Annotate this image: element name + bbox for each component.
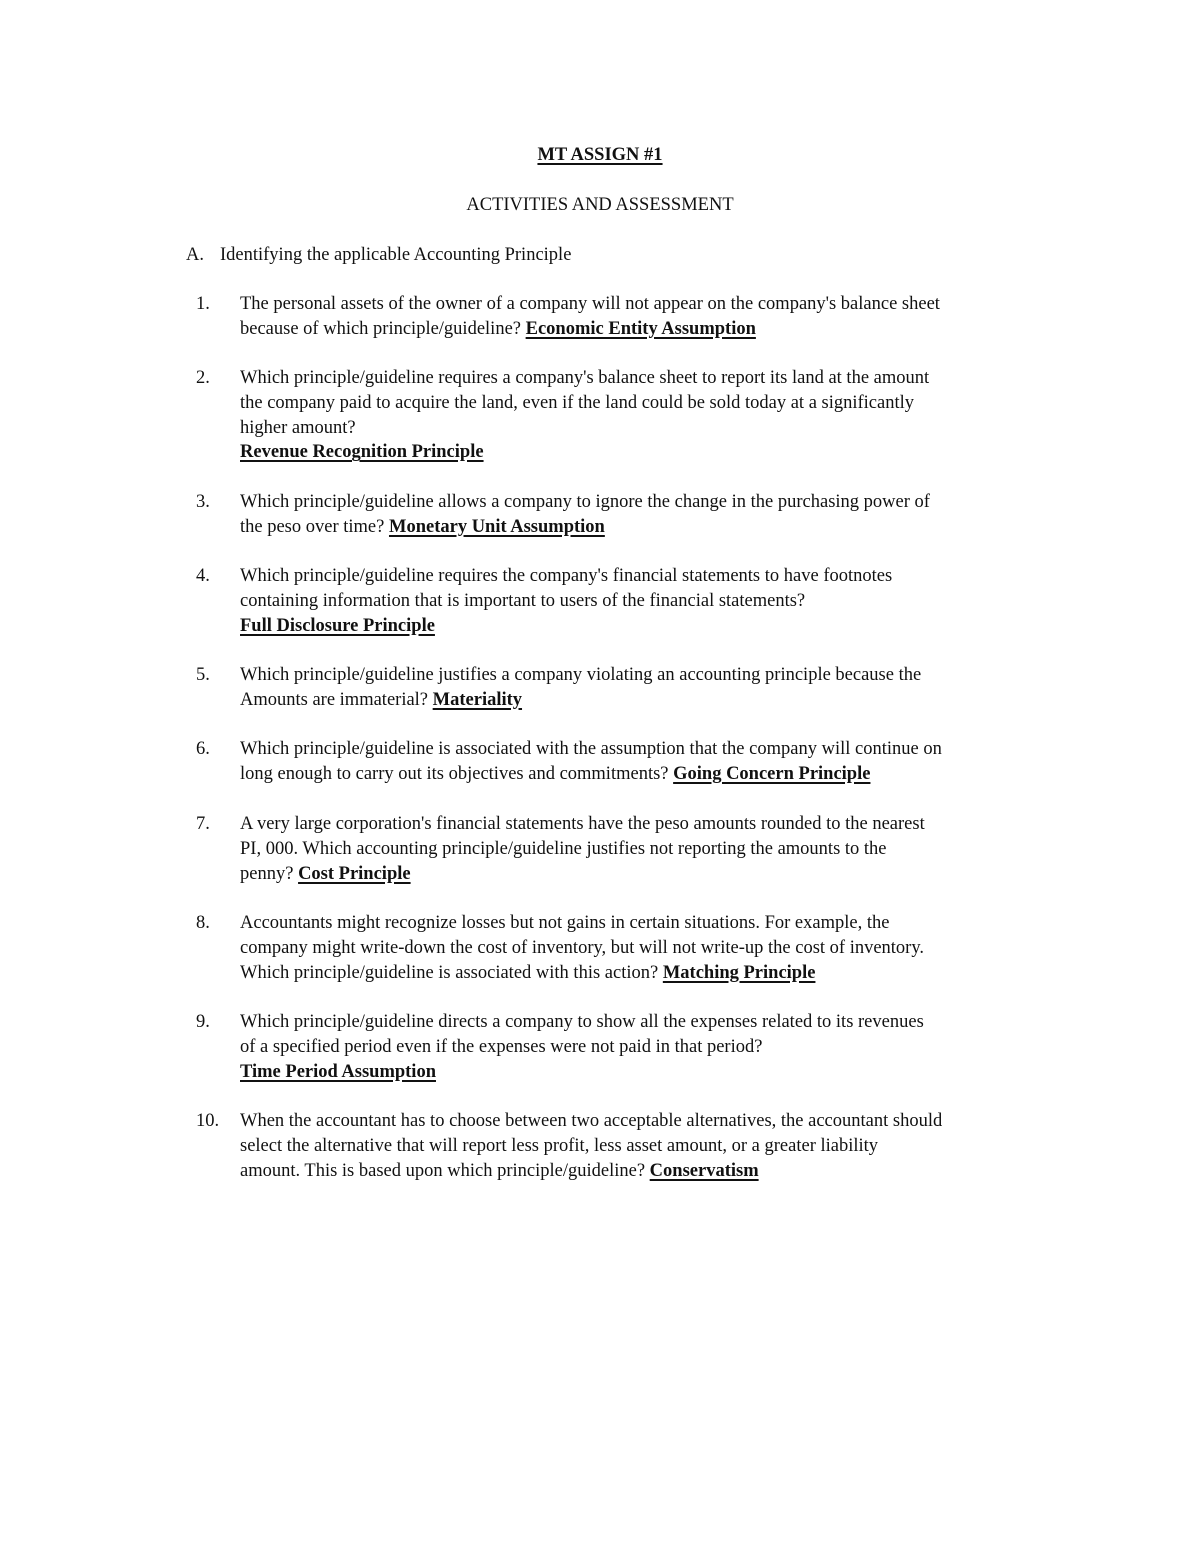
section-heading-text: Identifying the applicable Accounting Principle xyxy=(220,245,572,265)
question-text xyxy=(240,490,1075,540)
question-line: select the alternative that will report less profit, less asset amount, or a greater liability xyxy=(240,1135,879,1156)
answer-text: Full Disclosure Principle xyxy=(240,615,435,636)
question-number: 7. xyxy=(196,814,210,834)
section-heading xyxy=(186,243,1086,268)
question-text xyxy=(240,812,1075,886)
question-number: 10. xyxy=(196,1111,220,1131)
answer-text: Materiality xyxy=(432,689,523,710)
question-line: Which principle/guideline is associated with this action? xyxy=(240,962,663,983)
answer-text: Matching Principle xyxy=(662,962,816,983)
question-line: company might write-down the cost of inventory, but will not write-up the cost of inventory. xyxy=(240,937,925,958)
question-text xyxy=(240,366,1075,465)
question-line: Amounts are immaterial? xyxy=(240,689,433,710)
question-text xyxy=(240,663,1075,713)
question-number: 1. xyxy=(196,294,210,314)
question-line: penny? xyxy=(240,863,299,884)
question-line: Which principle/guideline requires a company's balance sheet to report its land at the amount xyxy=(240,368,930,388)
question-line: amount. This is based upon which principle/guideline? xyxy=(240,1160,650,1181)
answer-text: Revenue Recognition Principle xyxy=(240,442,484,463)
question-line: the peso over time? xyxy=(240,516,389,537)
question-line: long enough to carry out its objectives and commitments? xyxy=(240,763,674,784)
question-number: 8. xyxy=(196,913,210,933)
question-line: When the accountant has to choose between two acceptable alternatives, the accountant should xyxy=(240,1111,943,1131)
question-number: 4. xyxy=(196,566,210,586)
answer-text: Conservatism xyxy=(649,1160,759,1181)
question-line: A very large corporation's financial statements have the peso amounts rounded to the nearest xyxy=(240,814,925,834)
question-text xyxy=(240,292,1075,342)
question-text xyxy=(240,911,1075,985)
question-line: Which principle/guideline is associated with the assumption that the company will continue on xyxy=(240,739,942,759)
question-line: of a specified period even if the expenses were not paid in that period? xyxy=(240,1036,763,1057)
question-line: Which principle/guideline requires the company's financial statements to have footnotes xyxy=(240,566,893,586)
answer-text: Time Period Assumption xyxy=(240,1061,436,1082)
question-number: 2. xyxy=(196,368,210,388)
section-letter: A. xyxy=(186,245,204,265)
question-text xyxy=(240,564,1075,638)
question-line: because of which principle/guideline? xyxy=(240,318,526,339)
question-line: The personal assets of the owner of a company will not appear on the company's balance sheet xyxy=(240,294,940,314)
document-title: MT ASSIGN #1 xyxy=(537,145,663,165)
question-number: 6. xyxy=(196,739,210,759)
answer-text: Economic Entity Assumption xyxy=(525,318,756,339)
question-line: Which principle/guideline allows a company to ignore the change in the purchasing power of xyxy=(240,492,930,512)
question-line: Which principle/guideline justifies a company violating an accounting principle because the xyxy=(240,665,922,685)
question-line: the company paid to acquire the land, even if the land could be sold today at a significantly xyxy=(240,392,915,413)
document-subtitle: ACTIVITIES AND ASSESSMENT xyxy=(466,195,734,215)
answer-text: Going Concern Principle xyxy=(673,763,871,784)
question-text xyxy=(240,1109,1075,1183)
question-line: Which principle/guideline directs a company to show all the expenses related to its revenues xyxy=(240,1012,924,1032)
question-line: Accountants might recognize losses but not gains in certain situations. For example, the xyxy=(240,913,890,933)
question-line: higher amount? xyxy=(240,417,356,438)
answer-text: Monetary Unit Assumption xyxy=(388,516,605,537)
answer-text: Cost Principle xyxy=(298,863,411,884)
question-text xyxy=(240,737,1075,787)
question-line: PI, 000. Which accounting principle/guideline justifies not reporting the amounts to the xyxy=(240,838,887,859)
question-line: containing information that is important to users of the financial statements? xyxy=(240,590,806,611)
question-number: 5. xyxy=(196,665,210,685)
question-number: 9. xyxy=(196,1012,210,1032)
question-number: 3. xyxy=(196,492,210,512)
question-text xyxy=(240,1010,1075,1084)
